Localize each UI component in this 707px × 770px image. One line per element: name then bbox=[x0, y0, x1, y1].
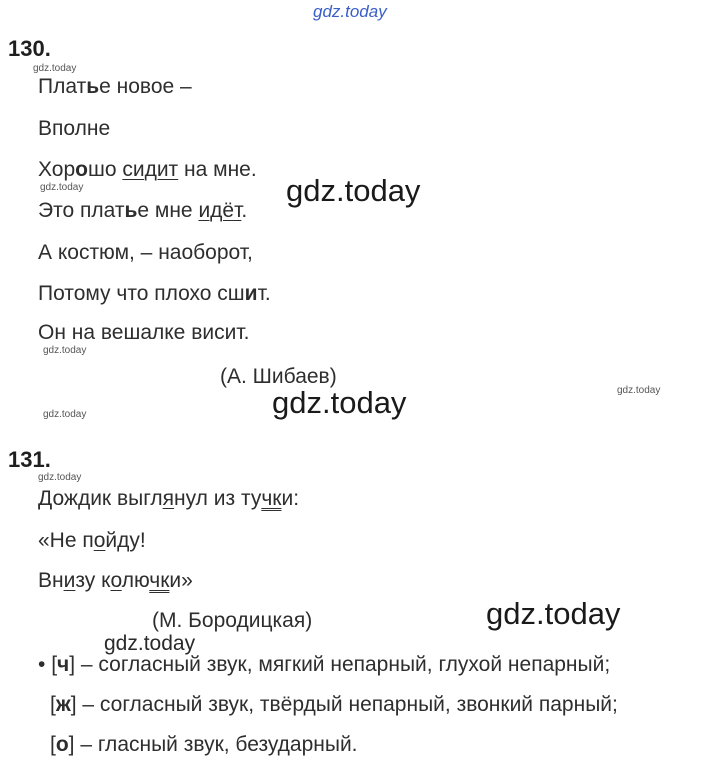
watermark-large: gdz.today bbox=[272, 385, 407, 420]
watermark-small: gdz.today bbox=[43, 345, 87, 356]
phonetic-line-o: [о] – гласный звук, безударный. bbox=[50, 733, 358, 756]
phonetic-line-ch: • [ч] – согласный звук, мягкий непарный, глухой непарный; bbox=[38, 653, 611, 676]
poem-line: Вполне bbox=[38, 117, 111, 140]
poem-line: Потому что плохо сшит. bbox=[38, 282, 271, 305]
exercise-number-130: 130. bbox=[8, 36, 51, 61]
poem-line: Платье новое – bbox=[38, 75, 192, 98]
poem-author: (М. Бородицкая) bbox=[152, 609, 313, 632]
watermark-large: gdz.today bbox=[486, 596, 621, 631]
poem-line: Дождик выглянул из тучки: bbox=[38, 487, 300, 510]
poem-line: Внизу колючки» bbox=[38, 569, 193, 592]
bullet: • bbox=[38, 653, 46, 676]
exercise-number-131: 131. bbox=[8, 447, 51, 472]
poem-line: Хорошо сидит на мне. bbox=[38, 158, 257, 181]
watermark-small: gdz.today bbox=[40, 182, 84, 193]
watermark-small: gdz.today bbox=[43, 409, 87, 420]
poem-line: Это платье мне идёт. bbox=[38, 199, 248, 222]
watermark-medium: gdz.today bbox=[104, 632, 196, 655]
watermark-large: gdz.today bbox=[286, 173, 421, 208]
poem-line: «Не пойду! bbox=[38, 529, 146, 552]
poem-author: (А. Шибаев) bbox=[220, 365, 337, 388]
watermark-small: gdz.today bbox=[33, 63, 77, 74]
poem-line: Он на вешалке висит. bbox=[38, 321, 250, 344]
phonetic-line-zh: [ж] – согласный звук, твёрдый непарный, звонкий парный; bbox=[50, 693, 618, 716]
watermark-small: gdz.today bbox=[617, 385, 661, 396]
watermark-top: gdz.today bbox=[313, 2, 387, 21]
poem-line: А костюм, – наоборот, bbox=[38, 241, 253, 264]
watermark-small: gdz.today bbox=[38, 472, 82, 483]
